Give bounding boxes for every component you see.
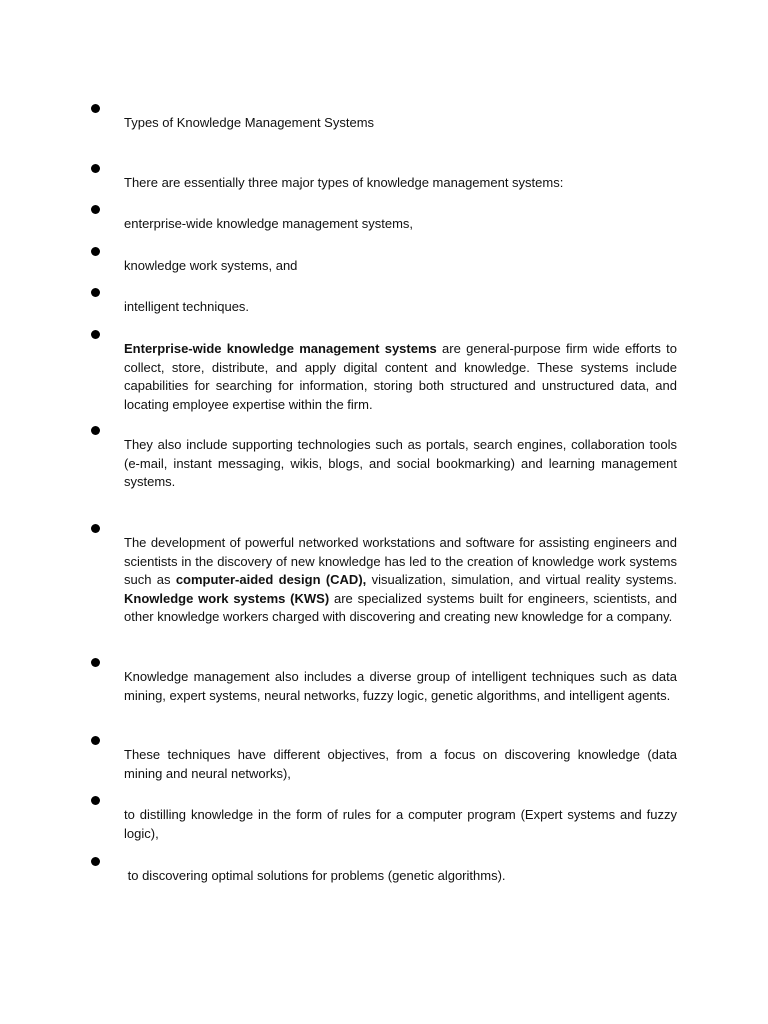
bullet-icon xyxy=(91,104,100,113)
list-item: Knowledge management also includes a diverse group of intelligent techniques such as data mining, expert systems, neural networks, fuzzy logic, genetic algorithms, and intelligent agents. xyxy=(124,668,677,705)
bullet-icon xyxy=(91,247,100,256)
bullet-icon xyxy=(91,736,100,745)
list-item: intelligent techniques. xyxy=(124,298,677,317)
list-item: These techniques have different objectives, from a focus on discovering knowledge (data mining and neural networks), xyxy=(124,746,677,783)
list-item: to distilling knowledge in the form of rules for a computer program (Expert systems and fuzzy logic), xyxy=(124,806,677,843)
list-item: They also include supporting technologies such as portals, search engines, collaboration tools (e-mail, instant messaging, wikis, blogs, and social bookmarking) and learning management systems. xyxy=(124,436,677,492)
bullet-icon xyxy=(91,330,100,339)
list-item: There are essentially three major types of knowledge management systems: xyxy=(124,174,677,193)
list-item: Enterprise-wide knowledge management systems are general-purpose firm wide efforts to collect, store, distribute, and apply digital content and knowledge. These systems include capabilities for searching for information, storing both structured and unstructured data, and locating employee expertise within the firm. xyxy=(124,340,677,414)
bullet-icon xyxy=(91,205,100,214)
list-item: The development of powerful networked workstations and software for assisting engineers and scientists in the discovery of new knowledge has led to the creation of knowledge work systems such as computer-aided design (CAD), visualization, simulation, and virtual reality systems. Knowledge work systems (KWS) are specialized systems built for engineers, scientists, and other knowledge workers charged with discovering and creating new knowledge for a company. xyxy=(124,534,677,627)
bullet-icon xyxy=(91,164,100,173)
bullet-icon xyxy=(91,288,100,297)
list-item: Types of Knowledge Management Systems xyxy=(124,114,677,133)
bullet-icon xyxy=(91,796,100,805)
list-item: knowledge work systems, and xyxy=(124,257,677,276)
bullet-icon xyxy=(91,658,100,667)
list-item: enterprise-wide knowledge management systems, xyxy=(124,215,677,234)
bullet-icon xyxy=(91,857,100,866)
bullet-icon xyxy=(91,426,100,435)
bullet-icon xyxy=(91,524,100,533)
list-item: to discovering optimal solutions for problems (genetic algorithms). xyxy=(124,867,677,886)
